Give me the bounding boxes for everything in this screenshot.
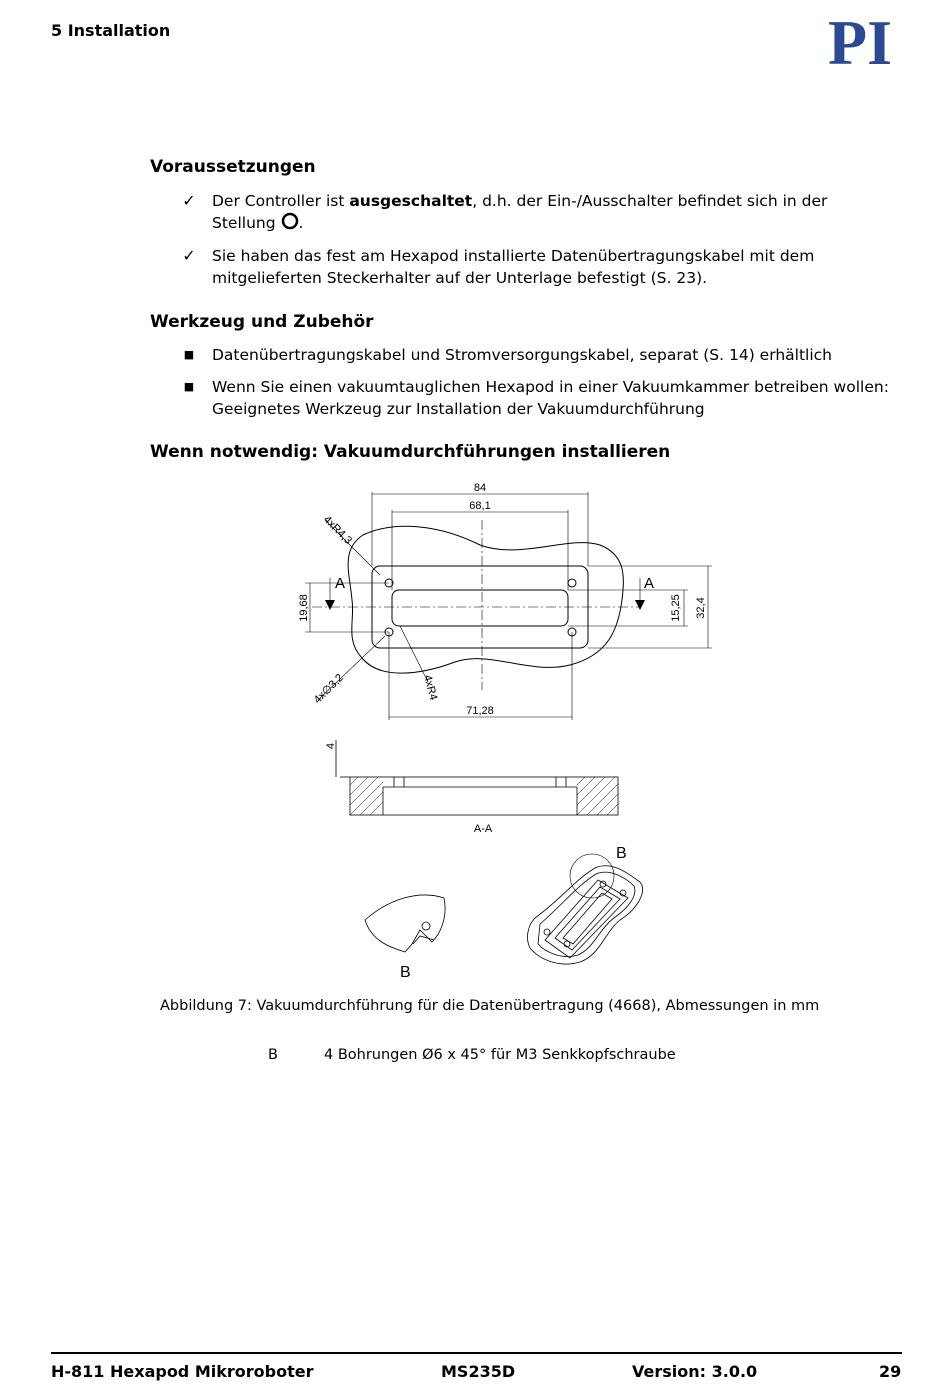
legend-key: B	[268, 1047, 278, 1063]
chapter-heading: 5 Installation	[51, 21, 171, 40]
section-view-label: A-A	[473, 823, 493, 835]
emphasis-text: ausgeschaltet	[349, 192, 473, 210]
footer-product: H-811 Hexapod Mikroroboter	[51, 1362, 314, 1381]
list-item	[150, 344, 910, 368]
bullet-icon: ■	[183, 348, 195, 361]
section-title-vacuum-feedthrough: Wenn notwendig: Vakuumdurchführungen installieren	[150, 442, 671, 462]
section-marker-a-right: A	[644, 575, 655, 592]
dim-15-25: 15,25	[670, 594, 682, 622]
dim-radius-4: 4xR4	[421, 673, 440, 702]
dim-84: 84	[473, 482, 487, 494]
footer-document-id: MS235D	[441, 1362, 516, 1381]
detail-label-b-lower: B	[400, 964, 411, 981]
list-item-text: Der Controller ist ausgeschaltet, d.h. der Ein-/Ausschalter befindet sich in der Stellung .	[212, 192, 828, 232]
logo-text: PI	[828, 14, 892, 70]
list-item-text: Datenübertragungskabel und Stromversorgungskabel, separat (S. 14) erhältlich	[212, 346, 832, 364]
list-item	[150, 376, 910, 422]
detail-label-b-upper: B	[616, 845, 627, 862]
checkmark-icon: ✓	[182, 246, 196, 265]
dim-68-1: 68,1	[469, 500, 491, 512]
section-title-tools: Werkzeug und Zubehör	[150, 312, 374, 332]
checkmark-icon: ✓	[182, 191, 196, 210]
dim-radius-4-3: 4xR4,3	[320, 513, 355, 547]
list-item	[150, 190, 910, 236]
section-marker-a-left: A	[335, 575, 346, 592]
bullet-icon: ■	[183, 380, 195, 393]
list-item	[150, 245, 910, 291]
technical-drawing	[280, 478, 730, 992]
section-title-prerequisites: Voraussetzungen	[150, 157, 316, 177]
list-item-text: Wenn Sie einen vakuumtauglichen Hexapod in einer Vakuumkammer betreiben wollen: Geeignetes Werkzeug zur Installation der Vakuumdurchführung	[212, 378, 889, 418]
dim-19-68: 19,68	[298, 594, 310, 622]
legend-text: 4 Bohrungen Ø6 x 45° für M3 Senkkopfschraube	[324, 1047, 676, 1063]
dim-71-28: 71,28	[466, 705, 494, 717]
footer-version: Version: 3.0.0	[632, 1362, 758, 1381]
pi-logo	[806, 14, 914, 74]
switch-off-icon	[281, 212, 299, 230]
list-item-text: Sie haben das fest am Hexapod installierte Datenübertragungskabel mit dem mitgelieferten Steckerhalter auf der Unterlage befestigt (S. 23).	[212, 247, 815, 287]
dim-32-4: 32,4	[695, 597, 707, 619]
dim-hole-diameter: 4x∅3,2	[311, 671, 346, 707]
page-number: 29	[879, 1362, 902, 1381]
figure-caption: Abbildung 7: Vakuumdurchführung für die Datenübertragung (4668), Abmessungen in mm	[160, 998, 820, 1014]
dim-4: 4	[325, 742, 337, 750]
footer-rule	[51, 1352, 902, 1354]
